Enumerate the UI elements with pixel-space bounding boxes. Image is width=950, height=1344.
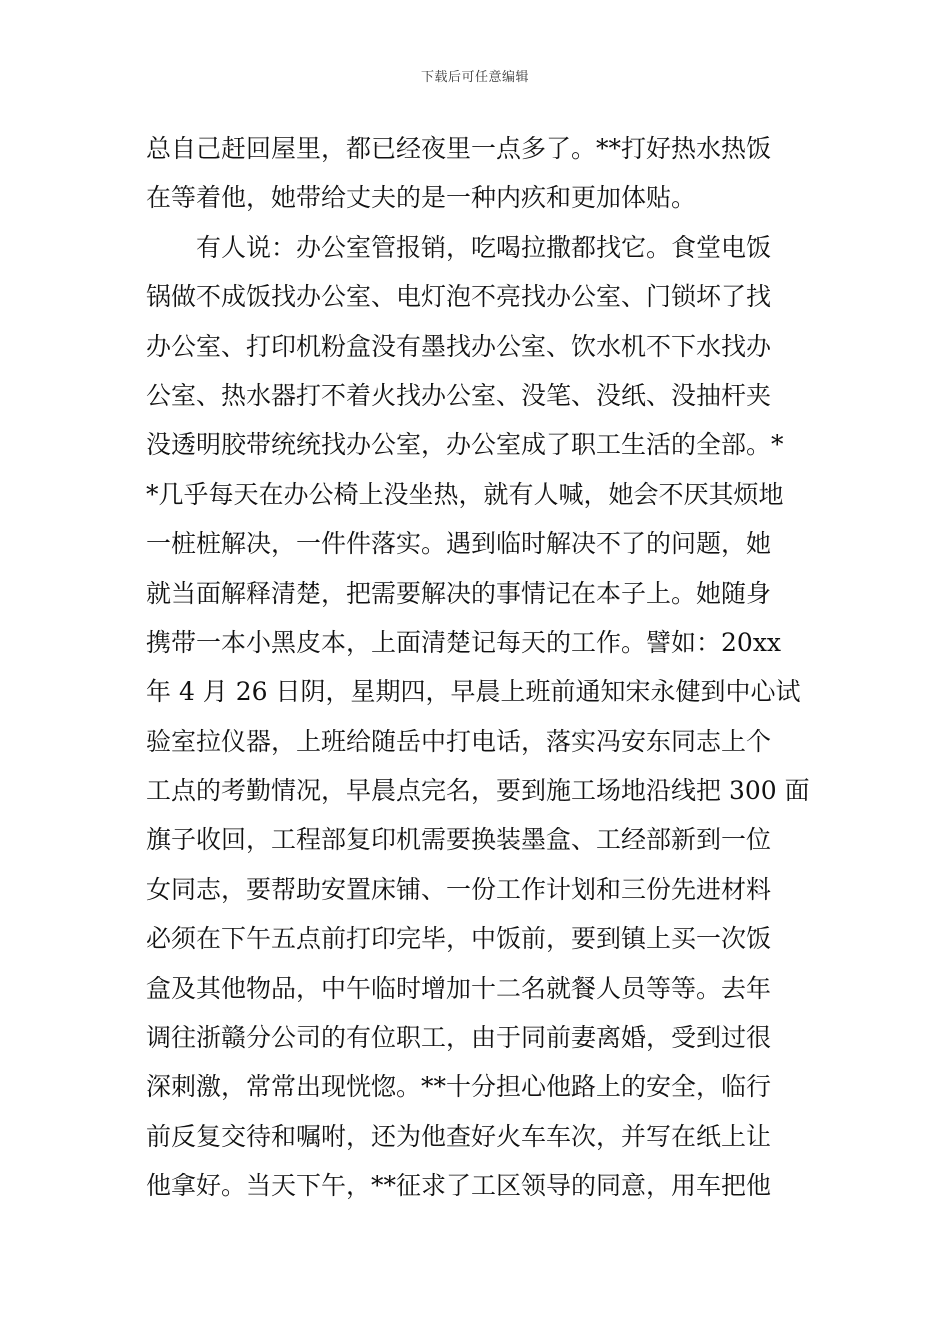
text-line: 旗子收回，工程部复印机需要换装墨盒、工经部新到一位: [146, 825, 772, 855]
text-line: 前反复交待和嘱咐，还为他查好火车车次，并写在纸上让: [146, 1121, 772, 1151]
text-line: 女同志，要帮助安置床铺、一份工作计划和三份先进材料: [146, 874, 772, 904]
text-line: 锅做不成饭找办公室、电灯泡不亮找办公室、门锁坏了找: [146, 282, 772, 312]
text-line: 盒及其他物品，中午临时增加十二名就餐人员等等。去年: [146, 973, 772, 1003]
text-line: 调往浙赣分公司的有位职工，由于同前妻离婚，受到过很: [146, 1023, 772, 1053]
document-body: [146, 124, 814, 1211]
text-line: 年 4 月 26 日阴，星期四，早晨上班前通知宋永健到中心试: [146, 677, 801, 707]
text-line: 工点的考勤情况，早晨点完名，要到施工场地沿线把 300 面: [146, 776, 810, 806]
text-line: 携带一本小黑皮本，上面清楚记每天的工作。譬如：20xx: [146, 627, 782, 657]
text-line: 公室、热水器打不着火找办公室、没笔、没纸、没抽杆夹: [146, 380, 772, 410]
text-line: *几乎每天在办公椅上没坐热，就有人喊，她会不厌其烦地: [146, 479, 784, 509]
text-line: 总自己赶回屋里，都已经夜里一点多了。**打好热水热饭: [146, 134, 772, 163]
text-line: 必须在下午五点前打印完毕，中饭前，要到镇上买一次饭: [146, 924, 772, 954]
text-line: 他拿好。当天下午，**征求了工区领导的同意，用车把他: [146, 1171, 772, 1201]
text-line: 在等着他，她带给丈夫的是一种内疚和更加体贴。: [146, 183, 697, 213]
text-line: 办公室、打印机粉盒没有墨找办公室、饮水机不下水找办: [146, 331, 772, 361]
text-line: 一桩桩解决，一件件落实。遇到临时解决不了的问题，她: [146, 529, 772, 559]
text-line: 深刺激，常常出现恍惚。**十分担心他路上的安全，临行: [146, 1072, 772, 1102]
text-line: 有人说：办公室管报销，吃喝拉撒都找它。食堂电饭: [146, 232, 772, 262]
text-line: 没透明胶带统统找办公室，办公室成了职工生活的全部。*: [146, 430, 784, 460]
text-line: 验室拉仪器，上班给随岳中打电话，落实冯安东同志上个: [146, 726, 772, 756]
page-header: 下载后可任意编辑: [420, 70, 529, 85]
text-line: 就当面解释清楚，把需要解决的事情记在本子上。她随身: [146, 578, 772, 608]
